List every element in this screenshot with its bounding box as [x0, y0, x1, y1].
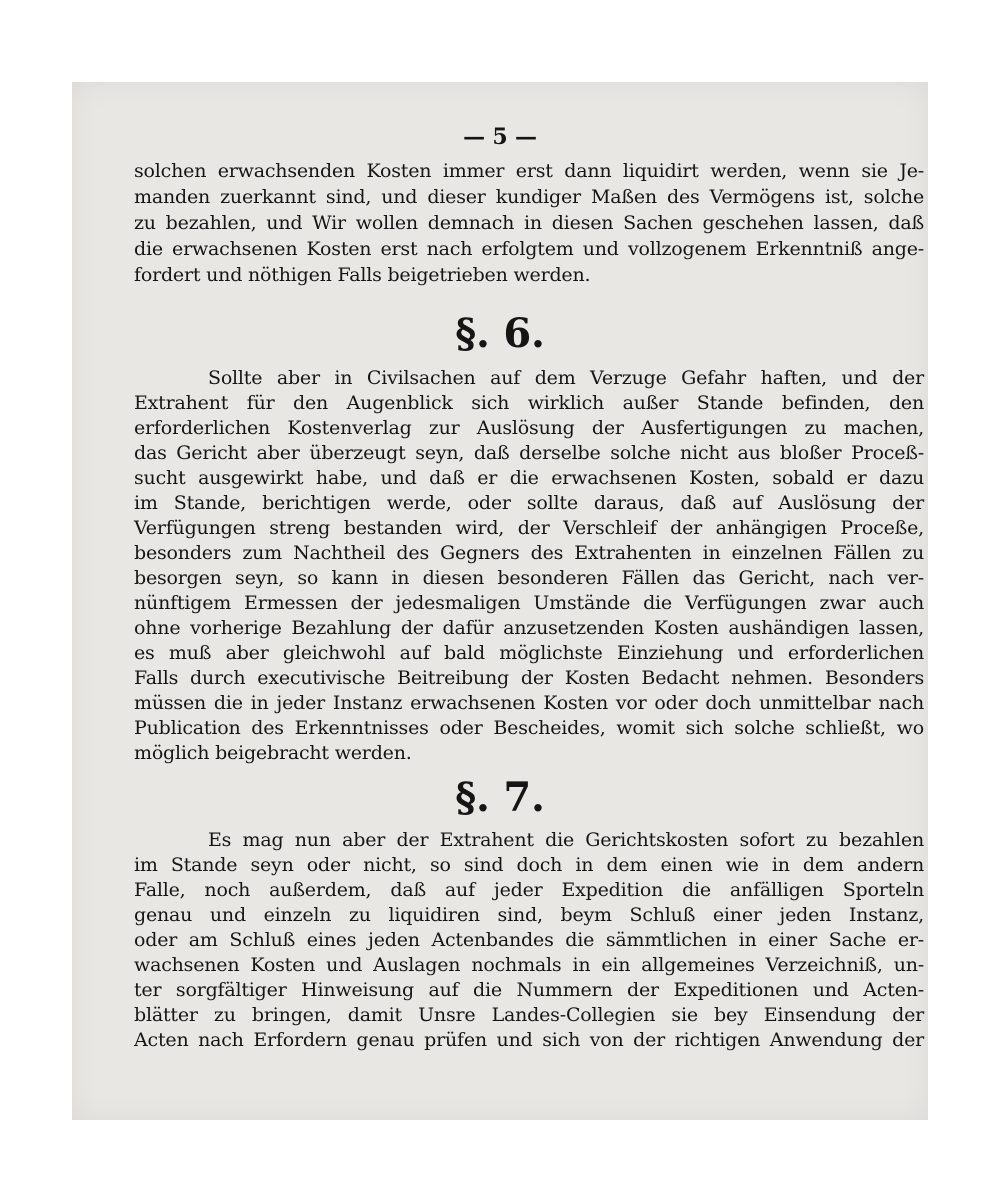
text-line: solchen erwachsenden Kosten immer erst dann liquidirt werden, wenn sie Je- [134, 160, 924, 182]
document-page [72, 82, 928, 1120]
text-line: fordert und nöthigen Falls beigetrieben werden. [134, 264, 591, 286]
text-line: wachsenen Kosten und Auslagen nochmals in ein allgemeines Verzeichniß, un- [134, 954, 924, 976]
text-line: besorgen seyn, so kann in diesen besonderen Fällen das Gericht, nach ver- [134, 567, 924, 589]
text-line: besonders zum Nachtheil des Gegners des Extrahenten in einzelnen Fällen zu [134, 542, 924, 564]
text-line: erforderlichen Kostenverlag zur Auslösung der Ausfertigungen zu machen, [134, 417, 924, 439]
text-line: blätter zu bringen, damit Unsre Landes-Collegien sie bey Einsendung der [134, 1004, 924, 1026]
page-number: — 5 — [463, 124, 537, 150]
text-line: Es mag nun aber der Extrahent die Gerichtskosten sofort zu bezahlen [208, 829, 924, 851]
text-line: möglich beigebracht werden. [134, 742, 412, 764]
text-line: ter sorgfältiger Hinweisung auf die Nummern der Expeditionen und Acten- [134, 979, 924, 1001]
text-line: Publication des Erkenntnisses oder Bescheides, womit sich solche schließt, wo [134, 717, 924, 739]
text-line: Sollte aber in Civilsachen auf dem Verzuge Gefahr haften, und der [208, 367, 924, 389]
text-line: die erwachsenen Kosten erst nach erfolgtem und vollzogenem Erkenntniß ange- [134, 238, 924, 260]
text-line: Verfügungen streng bestanden wird, der Verschleif der anhängigen Proceße, [134, 517, 924, 539]
text-line: zu bezahlen, und Wir wollen demnach in diesen Sachen geschehen lassen, daß [134, 212, 924, 234]
text-line: im Stande, berichtigen werde, oder sollte daraus, daß auf Auslösung der [134, 492, 924, 514]
section-heading-7: §. 7. [455, 774, 545, 821]
text-line: müssen die in jeder Instanz erwachsenen Kosten vor oder doch unmittelbar nach [134, 692, 924, 714]
text-line: Acten nach Erfordern genau prüfen und sich von der richtigen Anwendung der [134, 1029, 924, 1051]
section-heading-6: §. 6. [455, 310, 545, 357]
text-line: genau und einzeln zu liquidiren sind, beym Schluß einer jeden Instanz, [134, 904, 924, 926]
text-line: es muß aber gleichwohl auf bald möglichste Einziehung und erforderlichen [134, 642, 924, 664]
text-line: ohne vorherige Bezahlung der dafür anzusetzenden Kosten aushändigen lassen, [134, 617, 924, 639]
text-line: oder am Schluß eines jeden Actenbandes die sämmtlichen in einer Sache er- [134, 929, 924, 951]
text-line: manden zuerkannt sind, und dieser kundiger Maßen des Vermögens ist, solche [134, 186, 924, 208]
text-line: sucht ausgewirkt habe, und daß er die erwachsenen Kosten, sobald er dazu [134, 467, 924, 489]
text-line: Extrahent für den Augenblick sich wirklich außer Stande befinden, den [134, 392, 924, 414]
text-line: Falle, noch außerdem, daß auf jeder Expedition die anfälligen Sporteln [134, 879, 924, 901]
text-line: im Stande seyn oder nicht, so sind doch in dem einen wie in dem andern [134, 854, 924, 876]
text-line: Falls durch executivische Beitreibung der Kosten Bedacht nehmen. Besonders [134, 667, 924, 689]
text-line: das Gericht aber überzeugt seyn, daß derselbe solche nicht aus bloßer Proceß- [134, 442, 924, 464]
text-line: nünftigem Ermessen der jedesmaligen Umstände die Verfügungen zwar auch [134, 592, 924, 614]
